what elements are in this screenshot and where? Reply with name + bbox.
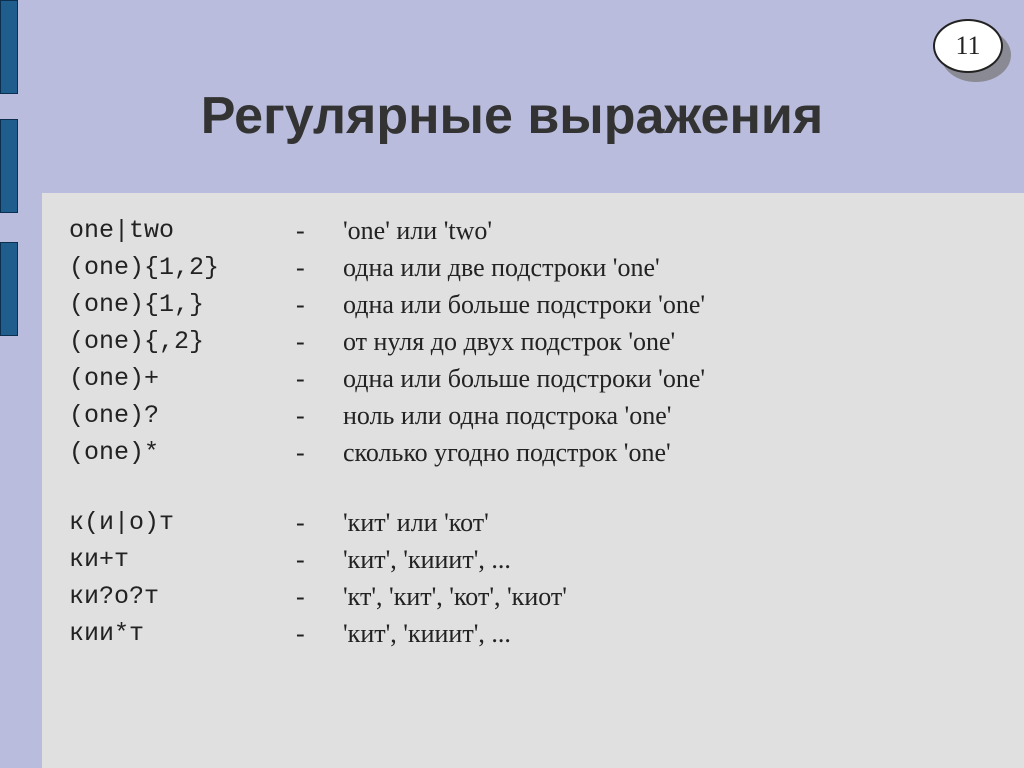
regex-description: одна или больше подстроки 'one' xyxy=(343,364,706,393)
regex-expression: (one)+ xyxy=(69,364,160,393)
regex-expression: (one){1,} xyxy=(69,290,205,319)
regex-expression: ки?о?т xyxy=(69,582,160,611)
regex-expression: (one)* xyxy=(69,438,160,467)
regex-description: сколько угодно подстрок 'one' xyxy=(343,438,671,467)
separator-dash: - xyxy=(296,290,305,319)
regex-expression: one|two xyxy=(69,216,175,245)
separator-dash: - xyxy=(296,545,305,574)
regex-expression: кии*т xyxy=(69,619,145,648)
content-panel xyxy=(42,193,1024,768)
regex-expression: (one)? xyxy=(69,401,160,430)
page-number: 11 xyxy=(933,19,1003,73)
regex-description: 'one' или 'two' xyxy=(343,216,493,245)
separator-dash: - xyxy=(296,253,305,282)
separator-dash: - xyxy=(296,508,305,537)
regex-expression: ки+т xyxy=(69,545,130,574)
separator-dash: - xyxy=(296,401,305,430)
regex-description: одна или больше подстроки 'one' xyxy=(343,290,706,319)
left-decor-bar xyxy=(0,0,18,94)
left-decor-bar xyxy=(0,242,18,336)
regex-description: 'кит', 'кииит', ... xyxy=(343,545,511,574)
regex-description: от нуля до двух подстрок 'one' xyxy=(343,327,676,356)
regex-expression: (one){,2} xyxy=(69,327,205,356)
separator-dash: - xyxy=(296,582,305,611)
regex-expression: к(и|о)т xyxy=(69,508,175,537)
separator-dash: - xyxy=(296,327,305,356)
separator-dash: - xyxy=(296,438,305,467)
separator-dash: - xyxy=(296,216,305,245)
separator-dash: - xyxy=(296,364,305,393)
regex-description: 'кит', 'кииит', ... xyxy=(343,619,511,648)
regex-description: ноль или одна подстрока 'one' xyxy=(343,401,672,430)
regex-expression: (one){1,2} xyxy=(69,253,220,282)
regex-description: 'кит' или 'кот' xyxy=(343,508,489,537)
regex-description: одна или две подстроки 'one' xyxy=(343,253,660,282)
separator-dash: - xyxy=(296,619,305,648)
page-number-badge xyxy=(933,19,1005,73)
regex-description: 'кт', 'кит', 'кот', 'киот' xyxy=(343,582,567,611)
slide-title: Регулярные выражения xyxy=(200,87,824,145)
